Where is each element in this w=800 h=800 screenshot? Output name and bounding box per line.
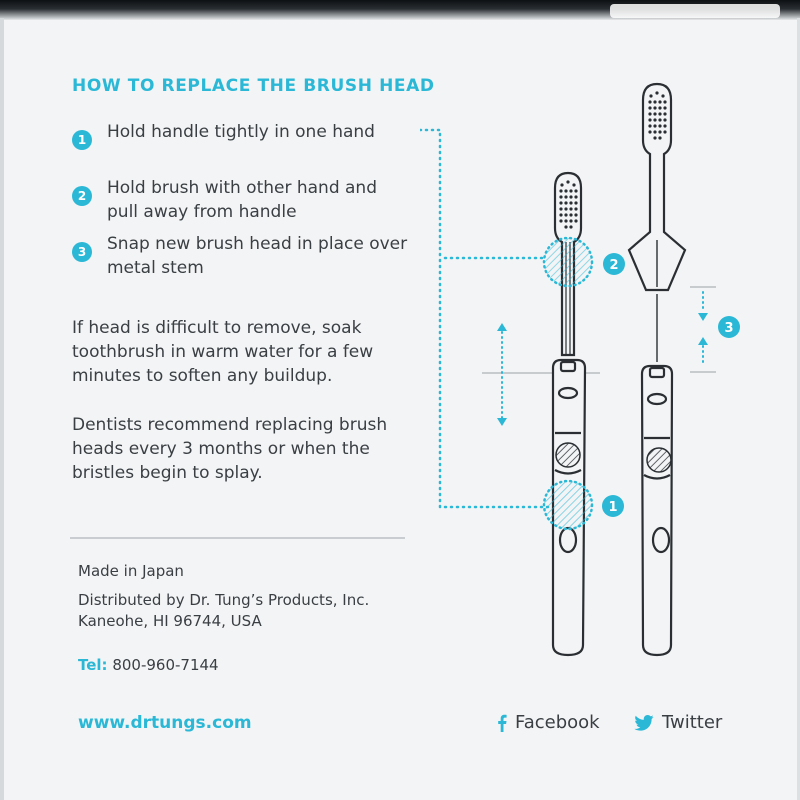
leader-line-1 [420, 130, 548, 507]
step-2 [72, 176, 412, 232]
website-link[interactable]: www.drtungs.com [78, 713, 252, 733]
step-3-text: Snap new brush head in place over metal stem [107, 234, 408, 278]
facebook-icon [497, 714, 507, 732]
step-3 [72, 232, 412, 288]
callout-badge-2 [603, 253, 625, 275]
step-2-text: Hold brush with other hand and pull away from handle [107, 178, 377, 222]
callout-badge-3-label: 3 [724, 321, 734, 336]
telephone-label: Tel: [78, 656, 108, 674]
steps-list [72, 120, 412, 288]
callout-badge-3 [718, 316, 740, 338]
facebook-label: Facebook [515, 712, 600, 733]
step-1-number-badge: 1 [72, 130, 92, 150]
toothbrush-diagram [420, 70, 790, 670]
step-2-number-badge: 2 [72, 186, 92, 206]
telephone-line [78, 655, 408, 676]
telephone-number[interactable]: 800-960-7144 [112, 656, 219, 674]
facebook-link[interactable] [497, 712, 600, 733]
twitter-label: Twitter [662, 712, 723, 733]
twitter-icon [634, 715, 654, 731]
twitter-link[interactable] [634, 712, 722, 733]
snap-arrow-head-up [698, 337, 708, 345]
button-right [647, 448, 671, 472]
handle-with-stem [642, 294, 672, 655]
replacement-recommendation-paragraph: Dentists recommend replacing brush heads every 3 months or when the bristles begin to splay. [72, 415, 388, 483]
instructions-heading: HOW TO REPLACE THE BRUSH HEAD [72, 76, 435, 96]
pull-arrow-head-up [497, 323, 507, 331]
package-top-edge [0, 0, 800, 20]
soak-tip-paragraph: If head is difficult to remove, soak toothbrush in warm water for a few minutes to soften any buildup. [72, 318, 374, 386]
button-left [556, 443, 580, 467]
callout-badge-1 [602, 495, 624, 517]
step-1 [72, 120, 412, 176]
pull-arrow-head-down [497, 418, 507, 426]
brush-head-detached [629, 84, 685, 290]
callout-badge-1-label: 1 [608, 500, 618, 515]
divider-line [70, 537, 405, 539]
made-in-text: Made in Japan [78, 562, 184, 580]
distributor-text: Distributed by Dr. Tung’s Products, Inc. Kaneohe, HI 96744, USA [78, 591, 370, 630]
package-left-edge [0, 18, 4, 800]
step-3-number-badge: 3 [72, 242, 92, 262]
callout-badge-2-label: 2 [609, 258, 619, 273]
snap-arrow-head-down [698, 313, 708, 321]
step-1-text: Hold handle tightly in one hand [107, 122, 375, 142]
